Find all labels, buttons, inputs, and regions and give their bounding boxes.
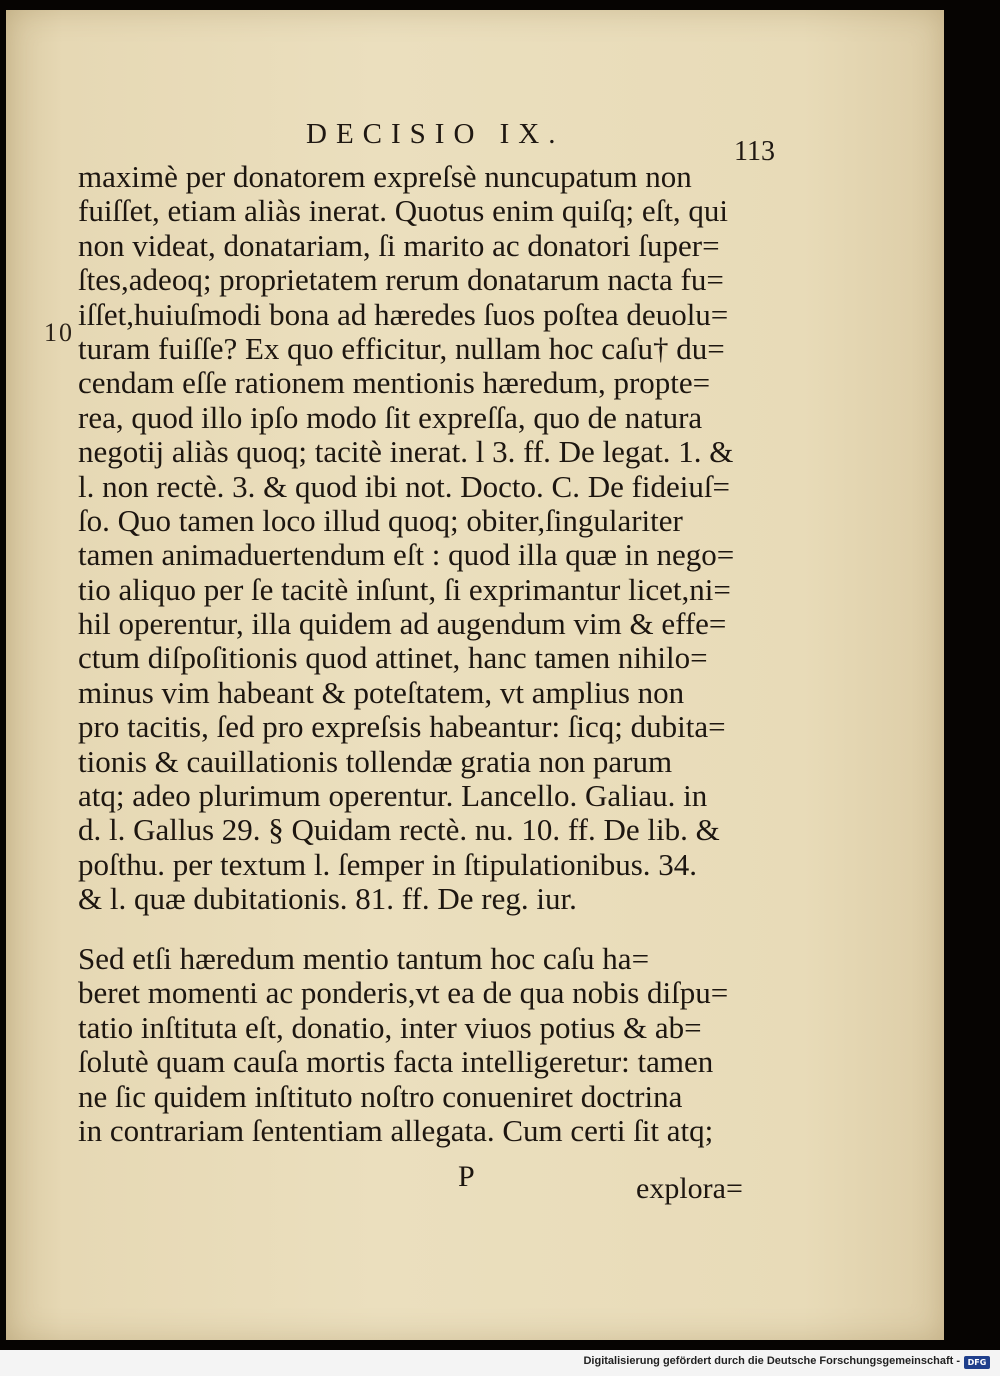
text-line: ne ſic quidem inſtituto noſtro conueniret doctrina <box>78 1078 683 1114</box>
text-line: ſtes,adeoq; proprietatem rerum donatarum nacta fu= <box>78 262 724 298</box>
paragraph-2 <box>78 942 813 1148</box>
text-line: minus vim habeant & poteſtatem, vt amplius non <box>78 674 685 710</box>
text-line: beret momenti ac ponderis,vt ea de qua nobis diſpu= <box>78 975 729 1011</box>
text-line: in contrariam ſententiam allegata. Cum certi ſit atq; <box>78 1112 714 1148</box>
book-page <box>6 10 944 1340</box>
text-line: ſo. Quo tamen loco illud quoq; obiter,ſingulariter <box>78 502 683 538</box>
text-line: atq; adeo plurimum operentur. Lancello. Galiau. in <box>78 778 708 814</box>
text-line: fuiſſet, etiam aliàs inerat. Quotus enim quiſq; eſt, qui <box>78 193 729 229</box>
text-line: tio aliquo per ſe tacitè inſunt, ſi exprimantur licet,ni= <box>78 571 731 607</box>
text-line: tamen animaduertendum eſt : quod illa quæ in nego= <box>78 537 735 573</box>
text-line: poſthu. per textum l. ſemper in ſtipulationibus. 34. <box>78 846 698 882</box>
footer-credit: Digitalisierung gefördert durch die Deutsche Forschungsgemeinschaft - <box>583 1355 960 1367</box>
text-line: negotij aliàs quoq; tacitè inerat. l 3. ff. De legat. 1. & <box>78 434 734 470</box>
signature-mark: P <box>458 1160 475 1193</box>
text-line: cendam eſſe rationem mentionis hæredum, propte= <box>78 365 711 401</box>
text-line: rea, quod illo ipſo modo ſit expreſſa, quo de natura <box>78 399 703 435</box>
text-line: non videat, donatariam, ſi marito ac donatori ſuper= <box>78 227 720 263</box>
text-line: tatio inſtituta eſt, donatio, inter viuos potius & ab= <box>78 1009 702 1045</box>
text-line: ctum diſpoſitionis quod attinet, hanc tamen nihilo= <box>78 640 708 676</box>
text-line: d. l. Gallus 29. § Quidam rectè. nu. 10. ff. De lib. & <box>78 812 720 848</box>
text-line: turam fuiſſe? Ex quo efficitur, nullam hoc caſu† du= <box>78 330 725 366</box>
folio-number: 113 <box>734 136 775 167</box>
running-header: DECISIO IX. <box>306 118 565 150</box>
paragraph-1 <box>78 160 813 917</box>
text-line: iſſet,huiuſmodi bona ad hæredes ſuos poſtea deuolu= <box>78 296 729 332</box>
dfg-logo: DFG <box>964 1356 990 1369</box>
text-line: maximè per donatorem expreſsè nuncupatum non <box>78 159 692 194</box>
catchword: explora= <box>636 1172 743 1205</box>
text-line: hil operentur, illa quidem ad augendum vim & effe= <box>78 606 727 642</box>
text-line: tionis & cauillationis tollendæ gratia non parum <box>78 743 673 779</box>
text-line: pro tacitis, ſed pro expreſsis habeantur: ſicq; dubita= <box>78 709 726 745</box>
digitization-footer <box>0 1350 1000 1376</box>
text-line: ſolutè quam cauſa mortis facta intelligeretur: tamen <box>78 1044 714 1080</box>
margin-line-number: 10 <box>44 318 74 347</box>
text-line: & l. quæ dubitationis. 81. ff. De reg. iur. <box>78 881 577 917</box>
text-line: l. non rectè. 3. & quod ibi not. Docto. C. De fideiuſ= <box>78 468 731 504</box>
text-line: Sed etſi hæredum mentio tantum hoc caſu ha= <box>78 941 650 976</box>
